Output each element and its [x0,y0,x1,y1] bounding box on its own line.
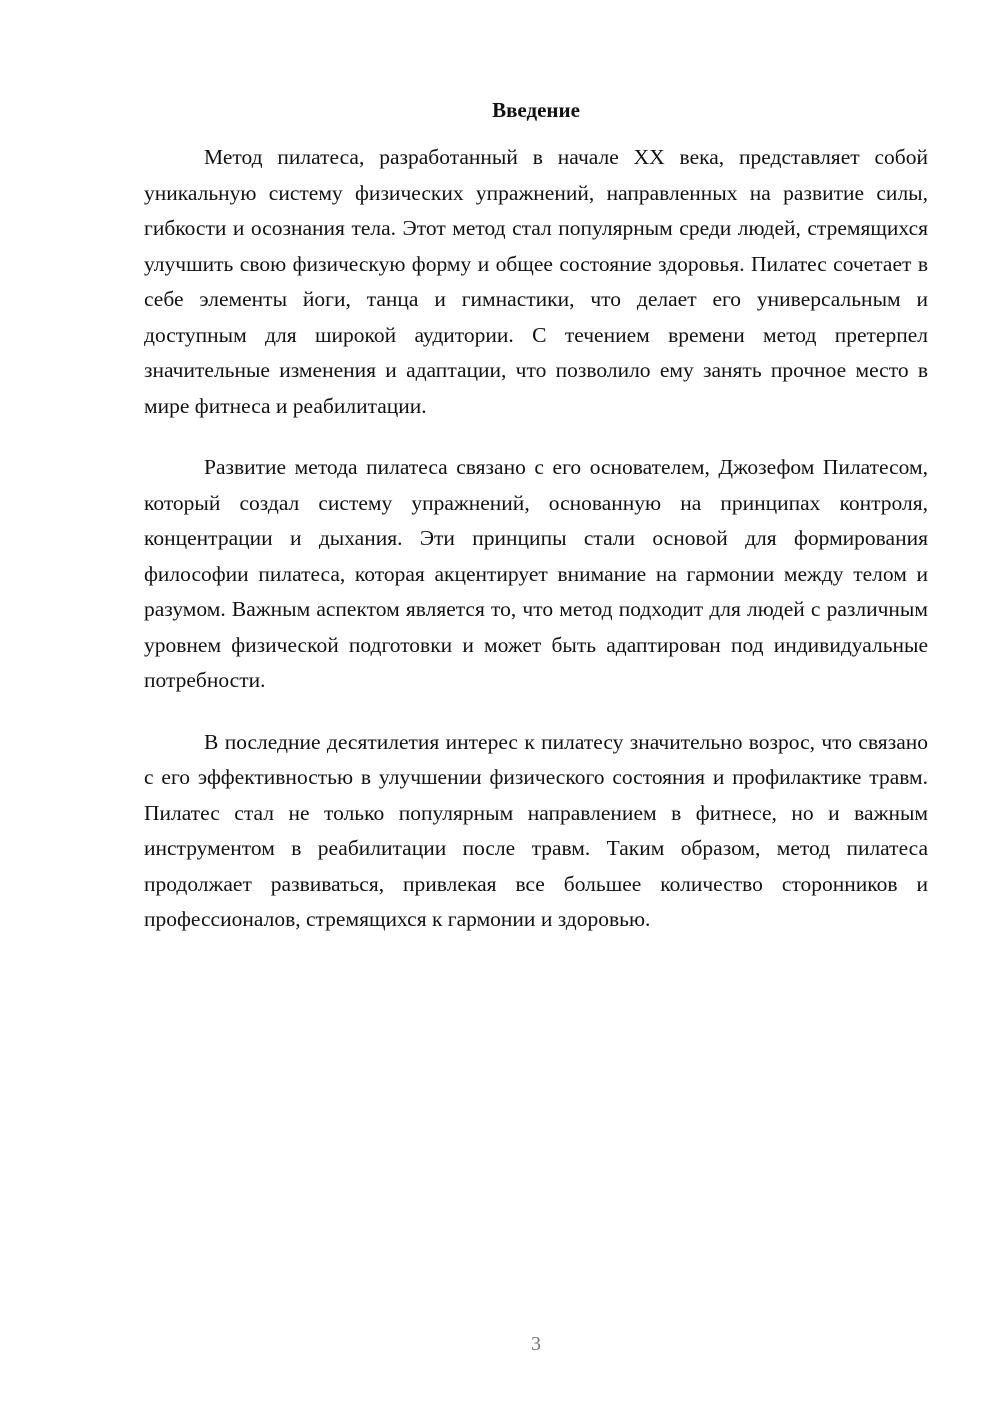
section-heading: Введение [492,98,580,122]
page-number: 3 [531,1333,541,1355]
page-content [144,93,928,964]
paragraph-3: В последние десятилетия интерес к пилатесу значительно возрос, что связано с его эффективностью в улучшении физического состояния и профилактике травм. Пилатес стал не только популярным направлением в фитнесе, но и важным инструментом в реабилитации после травм. Таким образом, метод пилатеса продолжает развиваться, привлекая все большее количество сторонников и профессионалов, стремящихся к гармонии и здоровью. [144,729,928,931]
paragraph-2: Развитие метода пилатеса связано с его основателем, Джозефом Пилатесом, который создал систему упражнений, основанную на принципах контроля, концентрации и дыхания. Эти принципы стали основой для формирования философии пилатеса, которая акцентирует внимание на гармонии между телом и разумом. Важным аспектом является то, что метод подходит для людей с различным уровнем физической подготовки и может быть адаптирован под индивидуальные потребности. [144,455,928,692]
paragraph-1: Метод пилатеса, разработанный в начале XX века, представляет собой уникальную систему физических упражнений, направленных на развитие силы, гибкости и осознания тела. Этот метод стал популярным среди людей, стремящихся улучшить свою физическую форму и общее состояние здоровья. Пилатес сочетает в себе элементы йоги, танца и гимнастики, что делает его универсальным и доступным для широкой аудитории. С течением времени метод претерпел значительные изменения и адаптации, что позволило ему занять прочное место в мире фитнеса и реабилитации. [144,145,928,418]
